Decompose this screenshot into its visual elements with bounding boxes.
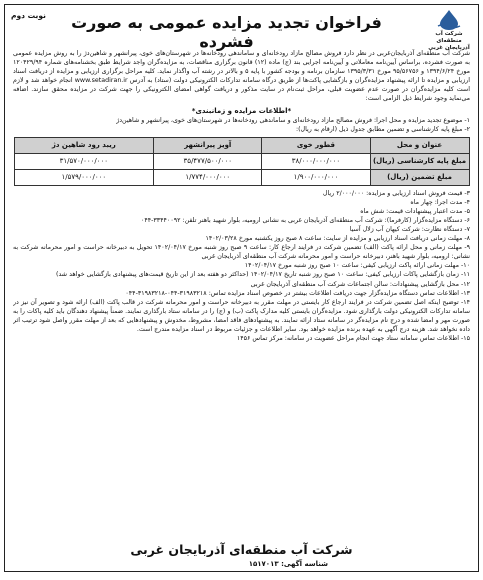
issue-id: شناسه آگهی: ۱۵۱۷۰۱۳ bbox=[248, 560, 328, 568]
company-logo bbox=[426, 9, 472, 52]
col-shahindezh: ریبد رود شاهین دژ bbox=[14, 137, 154, 153]
cell-base-shahindezh: ۳۱/۵۷۰/۰۰۰/۰۰۰ bbox=[14, 153, 154, 169]
table-row bbox=[14, 153, 469, 169]
intro-paragraph: شرکت آب منطقه‌ای آذربایجان‌غربی در نظر دارد فروش مصالح مازاد رودخانه‌ای و ساماندهی رودخانه‌ها در شهرستان‌های خوی، پیرانشهر و شاهین‌دژ را به روش مزایده عمومی به صورت فشرده، براساس آیین‌نامه معاملاتی و آیین‌نامه اجرایی بند (ج) ماده (۱۲) قانون برگزاری مناقصات، به مزایده‌گران واجد شرایط طبق بخشنامه‌های شماره ۱۲۰۴۲۹/۹۴ مورخ ۱۳۹۴/۶/۲۴ و ۹۵/۵۶۷۵۶ مورخ ۱۳۹۵/۳/۳۱ سازمان برنامه و بودجه کشور با پایه ۵ و بالاتر در رشته آب واگذار نماید. کلیه مراحل برگزاری ارزیابی و مزایده از دریافت اسناد ارزیابی و مزایده تا ارائه پیشنهاد مزایده‌گران و بازگشایی پاکت‌ها از طریق درگاه سامانه تدارکات الکترونیکی دولت (ستاد) به آدرس www.setadiran.ir انجام خواهد شد و لازم است کلیه مزایده‌گران در صورت عدم عضویت قبلی، مراحل ثبت‌نام در سایت مذکور و دریافت گواهی امضای الکترونیکی را جهت شرکت در مزایده محقق سازند. اضافه می‌نماید وجود شرایط ذیل الزامی است: bbox=[13, 50, 470, 103]
price-table bbox=[14, 137, 470, 186]
list-item: ۱۳- اطلاعات تماس دستگاه مزایده‌گزار جهت دریافت اطلاعات بیشتر در خصوص اسناد مزایده تماس: ۳۱۹۸۳۲۱۸-۰۴۴-۳۱۹۸۳۲۱۸-۰۴۴ bbox=[125, 289, 470, 297]
col-piranshahr: آویز پیرانشهر bbox=[154, 137, 262, 153]
list-item: ۱۴- توضیح اینکه اصل تضمین شرکت در فرایند ارجاع کار بایستی در مهلت مقرر به دبیرخانه حراست و امور محرمانه شرکت در قالب پاکت (الف) ارائه شود و تصویر آن نیز در سامانه تدارکات الکترونیکی دولت بارگذاری شود. مزایده‌گران بایستی کلیه مدارک پاکت (ب) و (ج) را در سامانه ستاد بارگذاری نمایند. ضمناً پیشنهاد دهندگان باید کلیه پاکات را به صورت مهر و امضا شده و درج نام مزایده‌گر در سامانه ستاد ارائه نمایند. به پیشنهادهای فاقد امضا، مشروط، مخدوش و پیشنهادهایی که بعد از مهلت مقرر واصل شود ترتیب اثر داده نخواهد شد. هزینه درج آگهی به عهده برنده مزایده خواهد بود. سایر اطلاعات و جزئیات مربوط در اسناد مزایده مندرج است. bbox=[13, 298, 470, 333]
list-item: ۸- مهلت زمانی دریافت اسناد ارزیابی و مزایده از سایت: ساعت ۸ صبح روز یکشنبه مورخ ۱۴۰۲/۰۳/۲۸ bbox=[205, 235, 470, 243]
row-label-base-price: مبلغ پایه کارشناسی (ریال) bbox=[370, 153, 469, 169]
section-subtitle: *اطلاعات مزایده و زمانبندی* bbox=[191, 106, 292, 115]
item-2: ۲- مبلغ پایه کارشناسی و تضمین مطابق جدول ذیل (ارقام به ریال): bbox=[295, 125, 470, 133]
list-item: ۵- مدت اعتبار پیشنهادات قیمت: شش ماه bbox=[360, 207, 470, 215]
footer-company: شرکت آب منطقه‌ای آذربایجان غربی bbox=[130, 542, 353, 557]
col-khoy: قطور خوی bbox=[262, 137, 370, 153]
round-badge: نوبت دوم bbox=[11, 11, 46, 20]
cell-base-piranshahr: ۳۵/۴۷۷/۵۰۰/۰۰۰ bbox=[154, 153, 262, 169]
water-drop-icon bbox=[434, 9, 464, 31]
list-item: ۳- قیمت فروش اسناد ارزیابی و مزایده: ۲/۰۰۰/۰۰۰ ریال bbox=[322, 189, 470, 197]
table-header-label: عنوان و محل bbox=[370, 137, 469, 153]
table-row bbox=[14, 169, 469, 185]
table-header-row bbox=[14, 137, 469, 153]
cell-guarantee-khoy: ۱/۹۰۰/۰۰۰/۰۰۰ bbox=[262, 169, 370, 185]
list-item: ۴- مدت اجرا: چهار ماه bbox=[410, 198, 470, 206]
cell-guarantee-piranshahr: ۱/۷۷۴/۰۰۰/۰۰۰ bbox=[154, 169, 262, 185]
items-list bbox=[5, 189, 478, 344]
item-1: ۱- موضوع تجدید مزایده و محل اجرا: فروش مصالح مازاد رودخانه‌ای و ساماندهی رودخانه‌ها در شهرستان‌های خوی، پیرانشهر و شاهین‌دژ bbox=[116, 116, 470, 124]
list-item: ۱۲- محل بازگشایی پیشنهادات: سالن اجتماعات شرکت آب منطقه‌ای آذربایجان غربی bbox=[250, 280, 470, 288]
page-title: فراخوان تجدید مزایده عمومی به صورت فشرده bbox=[71, 13, 382, 51]
logo-line2: آذربایجان غربی bbox=[428, 45, 470, 51]
cell-base-khoy: ۳۸/۰۰۰/۰۰۰/۰۰۰ bbox=[262, 153, 370, 169]
list-item: ۱۰- مهلت زمانی ارائه پاکت ارزیابی کیفی: ساعت ۱۰ صبح روز شنبه مورخ ۱۴۰۲/۰۴/۱۷ bbox=[244, 262, 470, 270]
row-label-guarantee: مبلغ تضمین (ریال) bbox=[370, 169, 469, 185]
list-item: ۶- دستگاه مزایده‌گزار (کارفرما): شرکت آب منطقه‌ای آذربایجان غربی به نشانی ارومیه، بلوار شهید باهنر تلفن: ۳۳۴۴۰۰۹۲-۰۴۴ bbox=[140, 216, 470, 224]
list-item: ۱۱- زمان بازگشایی پاکات ارزیابی کیفی: ساعت ۱۰ صبح روز شنبه تاریخ ۱۴۰۲/۰۴/۱۷ (حداکثر دو هفته بعد از این تاریخ قیمت‌های پیشنهادی بازگشایی خواهد شد) bbox=[56, 271, 470, 279]
cell-guarantee-shahindezh: ۱/۵۷۹/۰۰۰/۰۰۰ bbox=[14, 169, 154, 185]
header bbox=[5, 5, 478, 49]
list-item: ۷- دستگاه نظارت: شرکت کیهان آب زلال آسیا bbox=[349, 225, 470, 233]
logo-line1: شرکت آب منطقه‌ای bbox=[435, 31, 463, 44]
list-item: ۱۵- اطلاعات تماس سامانه ستاد جهت انجام مراحل عضویت در سامانه: مرکز تماس ۱۴۵۶ bbox=[236, 335, 470, 343]
list-item: ۹- مهلت زمانی و محل ارائه پاکت (الف) تضمین شرکت در فرایند ارجاع کار: ساعت ۹ صبح روز شنبه مورخ ۱۴۰۲/۰۴/۱۷ تحویل به دبیرخانه حراست و امور محرمانه شرکت به نشانی: ارومیه، بلوار شهید باهنر، دبیرخانه حراست و امور محرمانه شرکت آب منطقه‌ای آذربایجان غربی bbox=[13, 244, 470, 261]
notice-page bbox=[4, 4, 479, 572]
